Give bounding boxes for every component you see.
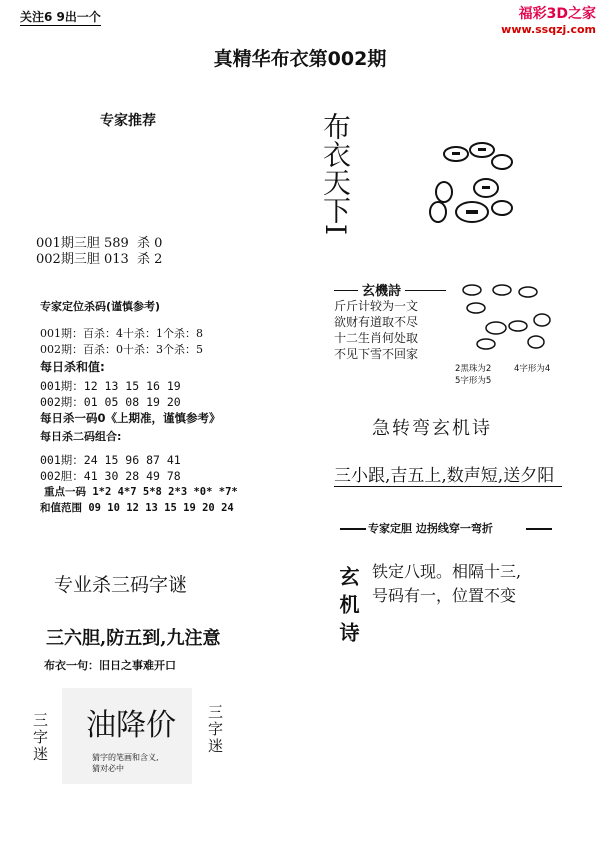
tie-ding-lines: [372, 560, 521, 608]
riddle-title: 专业杀三码字谜: [54, 574, 188, 596]
riddle-text: 三六胆,防五到,九注意: [46, 628, 221, 649]
top-note: 关注6 9出一个: [20, 10, 101, 24]
two-kill-heading: 每日杀二码组合:: [40, 430, 122, 443]
coin-icon: [493, 285, 511, 295]
watermark-url: www.ssqzj.com: [501, 23, 596, 36]
poem-lines: [334, 298, 418, 362]
coin-icon: [477, 339, 495, 349]
coin-icon: [430, 202, 446, 222]
coin-icon: [486, 322, 506, 334]
watermark: [501, 3, 596, 36]
coin-icon: [519, 287, 537, 297]
buyi-vertical-title: 布衣天下I: [319, 112, 352, 236]
expert-dan-line: 专家定胆 边拐线穿一弯折: [368, 522, 493, 535]
two-kill-line: 002胆：41 30 28 49 78: [40, 469, 181, 483]
coin-digit-diagram-1: [420, 132, 520, 232]
coin-icon: [436, 182, 452, 202]
divider: [526, 528, 552, 530]
kill-line: 001期：百杀：4十杀：1个杀：8: [40, 327, 203, 340]
kill-line: 002期：百杀：0十杀：3个杀：5: [40, 343, 203, 356]
three-char-left: 三字迷: [31, 712, 49, 763]
sum-line: 001期：12 13 15 16 19: [40, 379, 181, 393]
dan-line: 001期三胆 589 杀 0: [36, 236, 163, 251]
expert-heading: 专家推荐: [100, 113, 156, 129]
sum-range-line: 和值范围 09 10 12 13 15 19 20 24: [40, 502, 234, 514]
kill-heading: 专家定位杀码(谨慎参考): [40, 300, 161, 313]
coin-icon: [492, 155, 512, 169]
page-title: 真精华布衣第002期: [213, 48, 387, 70]
coin-icon: [463, 285, 481, 295]
coin-icon: [528, 336, 544, 348]
poem-line: 欲财有道取不尽: [334, 315, 419, 329]
kill-list: [40, 326, 203, 358]
dan-list: [36, 236, 162, 268]
riddle-hint: 猜字的笔画和含义,猜对必中: [92, 753, 159, 773]
sum-line: 002期：01 05 08 19 20: [40, 395, 181, 409]
divider: [340, 528, 366, 530]
xuanji-vertical-title: 玄机诗: [336, 566, 360, 650]
coin-icon: [492, 201, 512, 215]
watermark-brand: 福彩3D之家: [518, 6, 596, 22]
coin-digit-diagram-2: [456, 282, 556, 354]
two-kill-line: 001期：24 15 96 87 41: [40, 453, 181, 467]
key-number-line: 重点一码 1*2 4*7 5*8 2*3 *0* *7*: [44, 486, 238, 498]
poem-line: 十二生肖何处取: [334, 331, 419, 345]
ji-poem-text: 三小跟,吉五上,数声短,送夕阳: [334, 461, 562, 487]
three-char-right: 三字迷: [206, 704, 224, 755]
dan-line: 002期三胆 013 杀 2: [36, 252, 163, 267]
one-kill-line: 每日杀一码0《上期准，谨慎参考》: [40, 411, 221, 425]
coin-caption-5: 5字形为5: [455, 376, 492, 386]
ji-poem-title: 急转弯玄机诗: [372, 418, 492, 439]
coin-icon: [534, 314, 550, 326]
poem-line: 斤斤计较为一文: [334, 299, 419, 313]
tie-ding-line: 号码有一，位置不变: [372, 586, 517, 605]
sum-heading: 每日杀和值:: [40, 360, 105, 374]
coin-caption-4: 4字形为4: [514, 364, 551, 374]
two-kill-list: [40, 452, 181, 484]
coin-caption-2: 2黑珠为2: [455, 364, 492, 374]
buyi-line: 布衣一句：旧日之事难开口: [44, 659, 176, 672]
poem-title: 玄機詩: [358, 280, 405, 299]
calligraphy-word: 油降价: [86, 708, 176, 743]
coin-icon: [467, 303, 485, 313]
coin-icon: [509, 321, 527, 331]
sum-list: [40, 378, 181, 410]
poem-line: 不见下雪不回家: [334, 347, 419, 361]
tie-ding-line: 铁定八现。相隔十三,: [372, 562, 522, 581]
